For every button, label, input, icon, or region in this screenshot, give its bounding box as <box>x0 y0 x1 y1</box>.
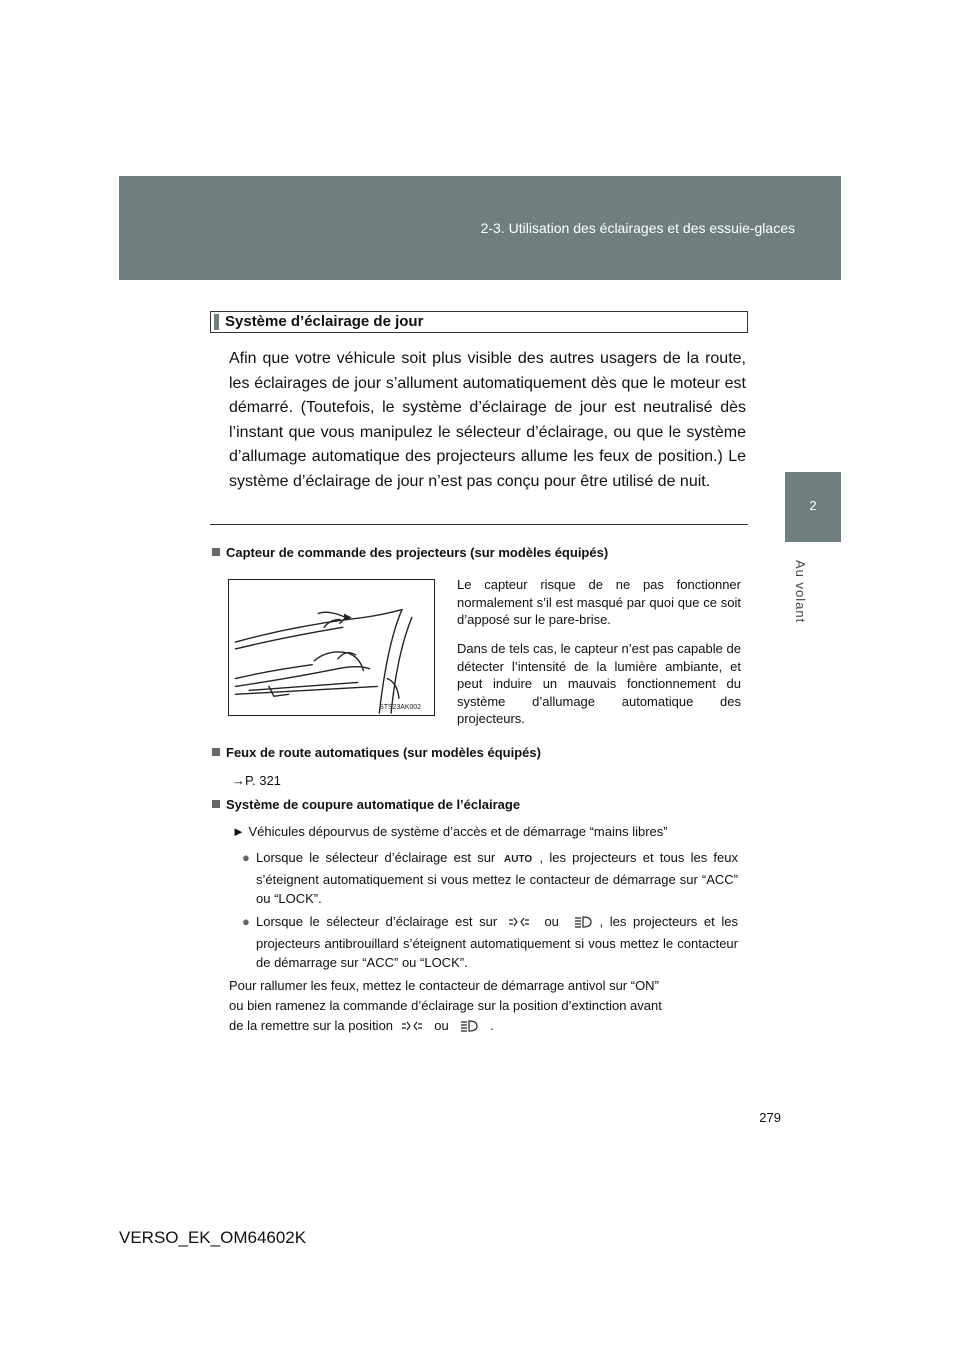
parking-light-icon <box>397 1019 431 1038</box>
header-band <box>119 176 841 280</box>
highbeam-heading <box>212 745 541 760</box>
bullet-2 <box>242 912 250 931</box>
cutoff-heading <box>212 797 520 812</box>
headlight-icon <box>452 1019 486 1038</box>
sensor-heading-text: Capteur de commande des projecteurs (sur modèles équipés) <box>226 545 609 560</box>
headlight-icon <box>566 915 600 934</box>
note-line-3: de la remettre sur la position ou . <box>229 1016 743 1038</box>
windshield-figure <box>228 579 435 716</box>
vehicle-type-text: Véhicules dépourvus de système d’accès et de démarrage “mains libres” <box>248 824 668 839</box>
chapter-title: 2-3. Utilisation des éclairages et des essuie-glaces <box>480 220 795 236</box>
tab-number: 2 <box>809 498 817 513</box>
page-reference[interactable]: P. 321 <box>245 773 281 788</box>
bullet-1-text: Lorsque le sélecteur d’éclairage est sur AUTO , les projecteurs et tous les feux s’éteignent automatiquement si vous mettez le contacteur de démarrage sur “ACC” ou “LOCK”. <box>256 850 739 906</box>
vehicle-type <box>232 822 668 841</box>
figure-code: STS23AK002 <box>379 704 421 712</box>
square-bullet-icon <box>212 548 220 556</box>
circle-bullet-icon: ● <box>242 850 250 865</box>
square-bullet-icon <box>212 800 220 808</box>
sensor-paragraph-2: Dans de tels cas, le capteur n’est pas capable de détecter l’intensité de la lumière ambiante, et peut induire un mauvais fonctionnement du système d’allumage automatique des projecteurs. <box>457 641 741 726</box>
parking-light-icon <box>504 915 538 934</box>
document-code: VERSO_EK_OM64602K <box>119 1228 307 1247</box>
triangle-bullet-icon: ► <box>232 824 245 839</box>
bullet-2-text: Lorsque le sélecteur d’éclairage est sur ou , les projecteurs et les projecteurs antibrouillard s’éteignent automatiquement si vous mettez le contacteur de démarrage sur “ACC” ou “LOCK”. <box>256 914 738 970</box>
divider <box>210 524 748 525</box>
note-line-1: Pour rallumer les feux, mettez le contacteur de démarrage antivol sur “ON” <box>229 978 659 993</box>
auto-icon <box>502 851 540 870</box>
circle-bullet-icon: ● <box>242 914 250 929</box>
arrow-icon: → <box>232 773 245 788</box>
note-line-2: ou bien ramenez la commande d’éclairage sur la position d’extinction avant <box>229 998 662 1013</box>
tab-label: Au volant <box>793 560 808 624</box>
intro-paragraph: Afin que votre véhicule soit plus visible des autres usagers de la route, les éclairages de jour s’allument automatiquement dès que le moteur est démarré. (Toutefois, le système d’éclairage de jour est neutralisé dès l’instant que vous manipulez le sélecteur d’éclairage, ou que le système d’allumage automatique des projecteurs allume les feux de position.) Le système d’éclairage de jour n’est pas conçu pour être utilisé de nuit. <box>229 350 746 490</box>
highbeam-reference <box>232 771 281 790</box>
side-tab <box>785 280 841 1104</box>
highbeam-heading-text: Feux de route automatiques (sur modèles équipés) <box>226 745 541 760</box>
section-title: Système d’éclairage de jour <box>210 311 748 333</box>
sensor-heading <box>212 545 608 560</box>
svg-text:AUTO: AUTO <box>503 854 532 865</box>
windshield-illustration <box>229 580 434 715</box>
sensor-paragraph-1: Le capteur risque de ne pas fonctionner normalement s’il est masqué par quoi que ce soit d’apposé sur le pare-brise. <box>457 577 741 627</box>
bullet-1 <box>242 848 250 867</box>
square-bullet-icon <box>212 748 220 756</box>
page-number: 279 <box>759 1110 781 1125</box>
cutoff-heading-text: Système de coupure automatique de l’éclairage <box>226 797 521 812</box>
